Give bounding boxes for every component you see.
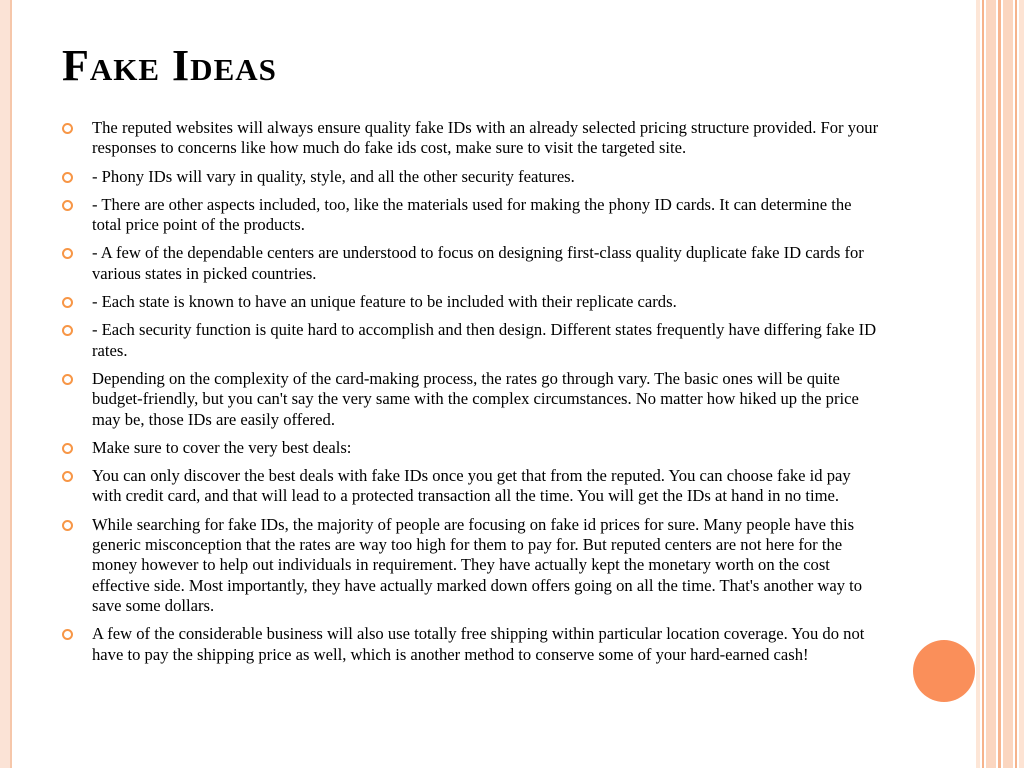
bullet-circle-icon (62, 297, 73, 308)
bullet-text: Make sure to cover the very best deals: (92, 437, 352, 457)
slide-title: Fake Ideas (62, 41, 277, 90)
left-border-strip (0, 0, 12, 768)
stripe (1015, 0, 1017, 768)
bullet-circle-icon (62, 471, 73, 482)
bullet-circle-icon (62, 629, 73, 640)
bullet-item (60, 438, 882, 458)
bullet-circle-icon (62, 520, 73, 531)
bullet-text: A few of the considerable business will also use totally free shipping within particular location coverage. You do not have to pay the shipping price as well, which is another method to conserve some of your hard-earned cash! (92, 624, 865, 664)
bullet-item (60, 624, 882, 665)
bullet-item (60, 292, 882, 312)
decorative-orange-circle (913, 640, 975, 702)
bullet-item (60, 195, 882, 236)
stripe (1003, 0, 1013, 768)
bullet-item (60, 243, 882, 284)
stripe (982, 0, 984, 768)
stripe (976, 0, 980, 768)
bullet-item (60, 320, 882, 361)
stripe (998, 0, 1001, 768)
stripe (986, 0, 996, 768)
bullet-text: - Phony IDs will vary in quality, style, and all the other security features. (92, 166, 575, 186)
bullet-text: - Each state is known to have an unique feature to be included with their replicate cards. (92, 292, 677, 312)
bullet-circle-icon (62, 325, 73, 336)
bullet-circle-icon (62, 248, 73, 259)
bullet-circle-icon (62, 123, 73, 134)
bullet-circle-icon (62, 172, 73, 183)
bullet-text: The reputed websites will always ensure quality fake IDs with an already selected pricing structure provided. For your responses to concerns like how much do fake ids cost, make sure to visit the targeted site. (92, 118, 879, 158)
bullet-list (60, 118, 882, 673)
bullet-item (60, 167, 882, 187)
bullet-circle-icon (62, 374, 73, 385)
bullet-text: While searching for fake IDs, the majority of people are focusing on fake id prices for sure. Many people have this generic misconception that the rates are way too high for them to pay for. But reputed centers are not here for the money however to help out individuals in requirement. They have actually kept the monetary worth on the cost effective side. Most importantly, they have actually marked down offers going on all the time. That's another way to save some dollars. (92, 514, 863, 615)
bullet-text: Depending on the complexity of the card-making process, the rates go through vary. The basic ones will be quite budget-friendly, but you can't say the very same with the complex circumstances. No matter how hiked up the price may be, those IDs are easily offered. (92, 368, 859, 429)
bullet-item (60, 369, 882, 430)
bullet-text: - Each security function is quite hard to accomplish and then design. Different states frequently have differing fake ID rates. (92, 320, 877, 360)
bullet-text: - There are other aspects included, too, like the materials used for making the phony ID cards. It can determine the total price point of the products. (92, 194, 852, 235)
bullet-item (60, 515, 882, 616)
bullet-text: - A few of the dependable centers are understood to focus on designing first-class quality duplicate fake ID cards for various states in picked countries. (92, 243, 864, 283)
bullet-text: You can only discover the best deals with fake IDs once you get that from the reputed. You can choose fake id pay with credit card, and that will lead to a protected transaction all the time. You will get the IDs at hand in no time. (92, 466, 851, 506)
bullet-circle-icon (62, 443, 73, 454)
right-decorative-stripes (976, 0, 1024, 768)
bullet-circle-icon (62, 200, 73, 211)
stripe (1019, 0, 1024, 768)
bullet-item (60, 466, 882, 507)
bullet-item (60, 118, 882, 159)
